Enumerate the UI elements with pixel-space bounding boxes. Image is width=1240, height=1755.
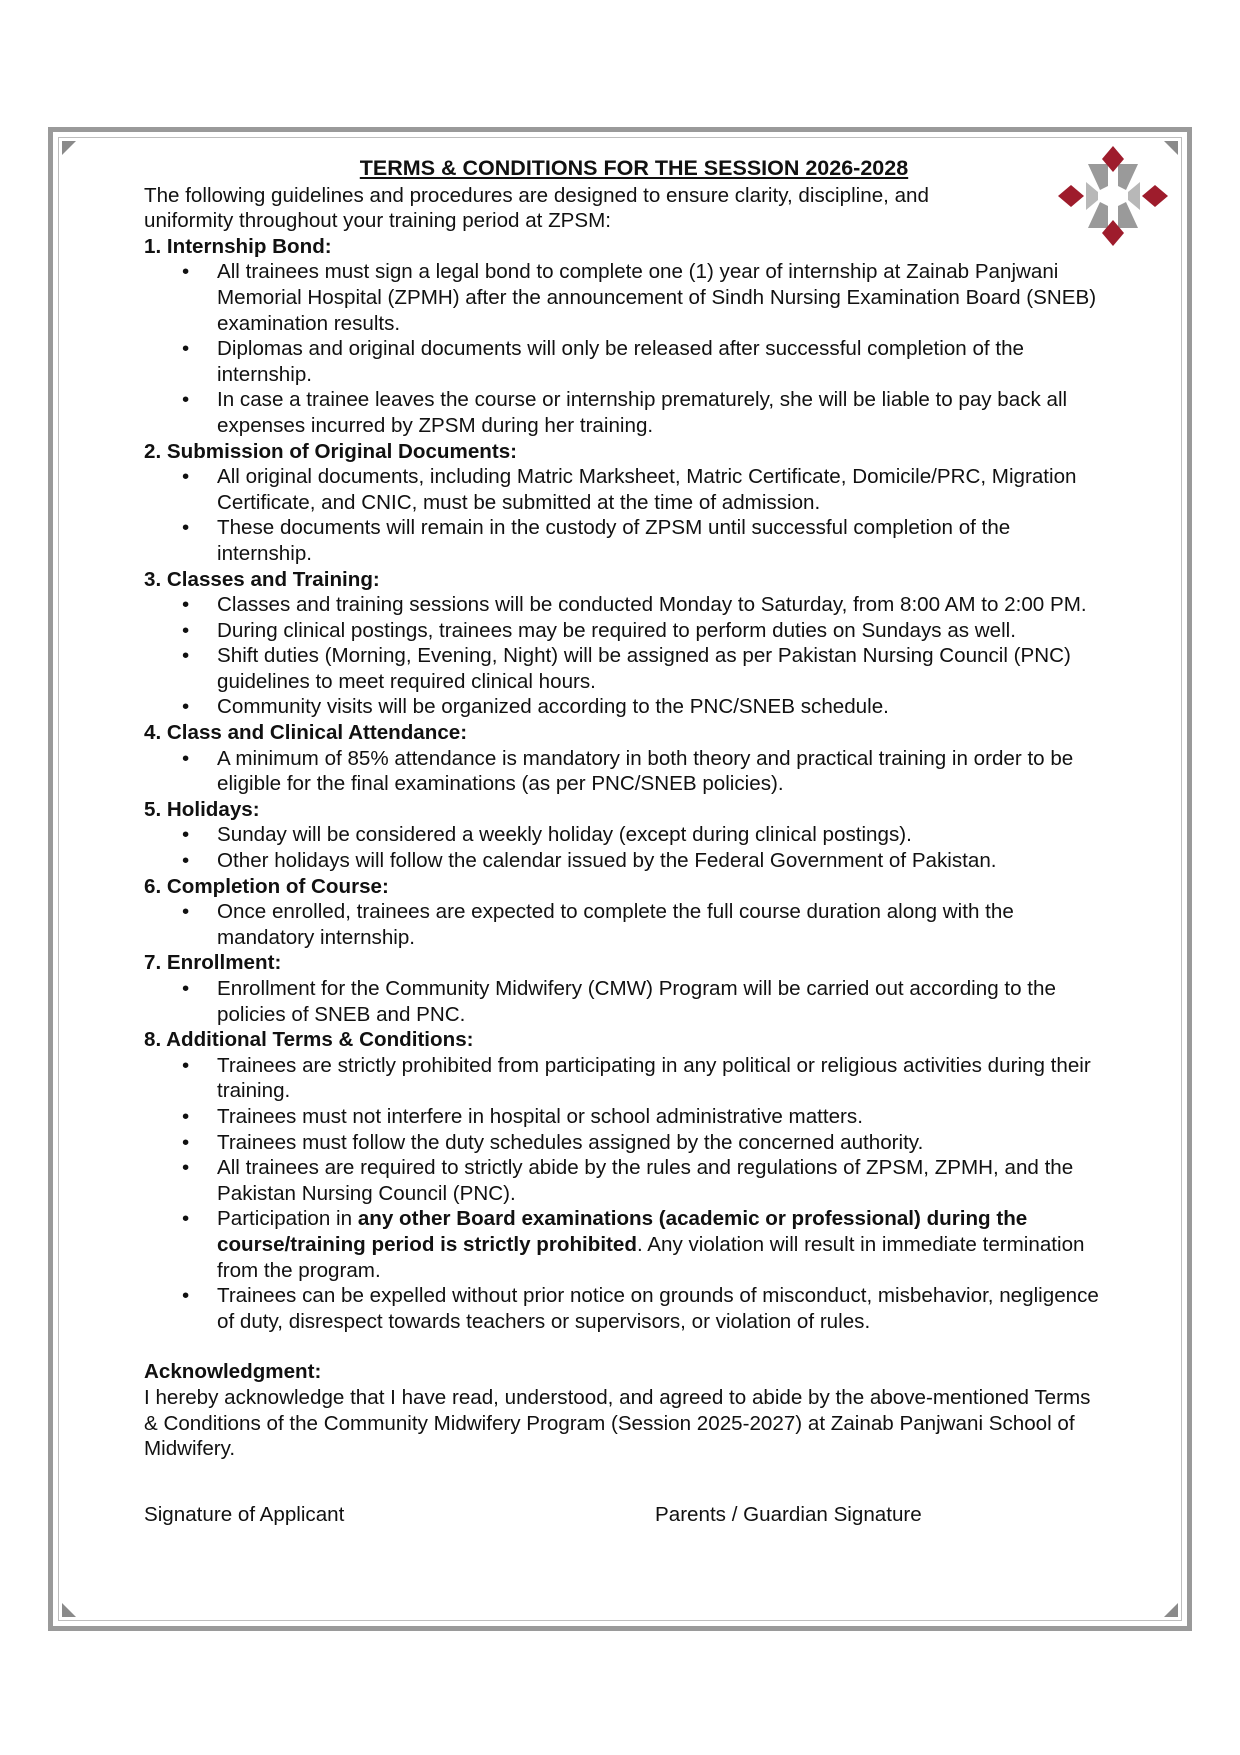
- section-heading: 2. Submission of Original Documents:: [144, 439, 518, 463]
- section-internship-bond: [144, 234, 1104, 439]
- corner-ornament-bottom-right: [1164, 1603, 1178, 1617]
- acknowledgment-text: I hereby acknowledge that I have read, understood, and agreed to abide by the above-mentioned Terms & Conditions of the Community Midwifery Program (Session 2025-2027) at Zainab Panjwani School of Midwifery.: [144, 1385, 1091, 1461]
- section-completion: [144, 874, 1104, 951]
- bullet-icon: •: [182, 644, 190, 668]
- section-heading: 6. Completion of Course:: [144, 874, 389, 898]
- applicant-signature-label: Signature of Applicant: [144, 1502, 345, 1526]
- list-item: • In case a trainee leaves the course or internship prematurely, she will be liable to pay back all expenses incurred by ZPSM during her training.: [182, 388, 1068, 437]
- list-item: • All trainees are required to strictly abide by the rules and regulations of ZPSM, ZPMH, and the Pakistan Nursing Council (PNC).: [182, 1156, 1074, 1205]
- bullet-icon: •: [182, 977, 190, 1000]
- section-heading: 7. Enrollment:: [144, 951, 282, 975]
- bullet-icon: •: [182, 823, 190, 847]
- list-item: • A minimum of 85% attendance is mandatory in both theory and practical training in order to be eligible for the final examinations (as per PNC/SNEB policies).: [182, 746, 1074, 796]
- corner-ornament-bottom-left: [62, 1603, 76, 1617]
- bullet-list: [144, 899, 1104, 950]
- bullet-icon: •: [182, 388, 190, 412]
- bullet-list: [144, 746, 1104, 797]
- list-item: • Trainees can be expelled without prior notice on grounds of misconduct, misbehavior, negligence of duty, disrespect towards teachers or supervisors, or violation of rules.: [182, 1284, 1099, 1333]
- acknowledgment-heading: Acknowledgment:: [144, 1360, 322, 1384]
- list-item: • Trainees are strictly prohibited from participating in any political or religious activities during their training.: [182, 1053, 1091, 1103]
- bullet-icon: •: [182, 849, 190, 873]
- bullet-icon: •: [182, 746, 190, 770]
- list-item-board-exam-prohibition: • Participation in any other Board examinations (academic or professional) during the course/training period is strictly prohibited. Any violation will result in immediate termination from the program.: [182, 1207, 1085, 1282]
- intro-paragraph: The following guidelines and procedures are designed to ensure clarity, discipline, and uniformity throughout your training period at ZPSM:: [144, 183, 929, 233]
- corner-ornament-top-left: [62, 141, 76, 155]
- bullet-list: [144, 592, 1104, 720]
- bullet-icon: •: [182, 695, 190, 719]
- list-item: • Community visits will be organized according to the PNC/SNEB schedule.: [182, 695, 889, 719]
- logo-diamond-right: [1142, 185, 1168, 207]
- list-item: • Shift duties (Morning, Evening, Night) will be assigned as per Pakistan Nursing Council (PNC) guidelines to meet required clinical hours.: [182, 644, 1071, 693]
- emphasis-text: any other Board examinations (academic or professional) during the course/training period is strictly prohibited: [217, 1207, 1028, 1256]
- bullet-icon: •: [182, 1156, 190, 1180]
- section-attendance: [144, 720, 1104, 797]
- bullet-list: [144, 822, 1104, 873]
- bullet-icon: •: [182, 593, 190, 617]
- section-additional-terms: [144, 1027, 1104, 1334]
- bullet-icon: •: [182, 618, 190, 642]
- bullet-list: [144, 1053, 1104, 1335]
- section-classes-training: [144, 567, 1104, 721]
- bullet-icon: •: [182, 516, 190, 540]
- bullet-icon: •: [182, 900, 190, 924]
- bullet-icon: •: [182, 1284, 190, 1308]
- list-item: • During clinical postings, trainees may be required to perform duties on Sundays as well.: [182, 618, 1016, 642]
- section-holidays: [144, 797, 1104, 874]
- logo-petal-grey-r: [1128, 182, 1140, 210]
- signature-row: [144, 1502, 1104, 1532]
- bullet-icon: •: [182, 337, 190, 361]
- list-item: • Enrollment for the Community Midwifery (CMW) Program will be carried out according to the policies of SNEB and PNC.: [182, 977, 1056, 1026]
- bullet-icon: •: [182, 1130, 190, 1154]
- list-item: • All original documents, including Matric Marksheet, Matric Certificate, Domicile/PRC, Migration Certificate, and CNIC, must be submitted at the time of admission.: [182, 465, 1077, 514]
- bullet-list: [144, 976, 1104, 1027]
- list-item: • All trainees must sign a legal bond to complete one (1) year of internship at Zainab Panjwani Memorial Hospital (ZPMH) after the announcement of Sindh Nursing Examination Board (SNEB) examination results.: [182, 260, 1097, 335]
- document-title: TERMS & CONDITIONS FOR THE SESSION 2026-2028: [359, 156, 909, 180]
- bullet-icon: •: [182, 1207, 190, 1231]
- list-item: • Once enrolled, trainees are expected to complete the full course duration along with the mandatory internship.: [182, 900, 1014, 949]
- section-heading: 1. Internship Bond:: [144, 234, 332, 258]
- logo-petal-grey-tr: [1118, 164, 1138, 190]
- list-item: • Trainees must not interfere in hospital or school administrative matters.: [182, 1104, 863, 1128]
- bullet-icon: •: [182, 1104, 190, 1128]
- bullet-icon: •: [182, 260, 190, 284]
- list-item: • Trainees must follow the duty schedules assigned by the concerned authority.: [182, 1130, 924, 1154]
- list-item: • Other holidays will follow the calendar issued by the Federal Government of Pakistan.: [182, 849, 997, 873]
- section-heading: 4. Class and Clinical Attendance:: [144, 721, 468, 745]
- section-heading: 3. Classes and Training:: [144, 567, 380, 591]
- section-heading: 5. Holidays:: [144, 797, 260, 821]
- logo-petal-grey-br: [1118, 202, 1138, 228]
- list-item: • Sunday will be considered a weekly holiday (except during clinical postings).: [182, 823, 912, 847]
- bullet-icon: •: [182, 465, 190, 489]
- bullet-list: [144, 259, 1104, 438]
- bullet-icon: •: [182, 1053, 190, 1077]
- section-enrollment: [144, 950, 1104, 1027]
- list-item: • Diplomas and original documents will only be released after successful completion of the internship.: [182, 337, 1025, 386]
- list-item: • Classes and training sessions will be conducted Monday to Saturday, from 8:00 AM to 2:00 PM.: [182, 593, 1087, 617]
- section-original-documents: [144, 439, 1104, 567]
- bullet-list: [144, 464, 1104, 566]
- document-body: [144, 156, 1104, 1532]
- list-item: • These documents will remain in the custody of ZPSM until successful completion of the internship.: [182, 516, 1011, 565]
- section-heading: 8. Additional Terms & Conditions:: [144, 1028, 474, 1052]
- guardian-signature-label: Parents / Guardian Signature: [655, 1502, 922, 1526]
